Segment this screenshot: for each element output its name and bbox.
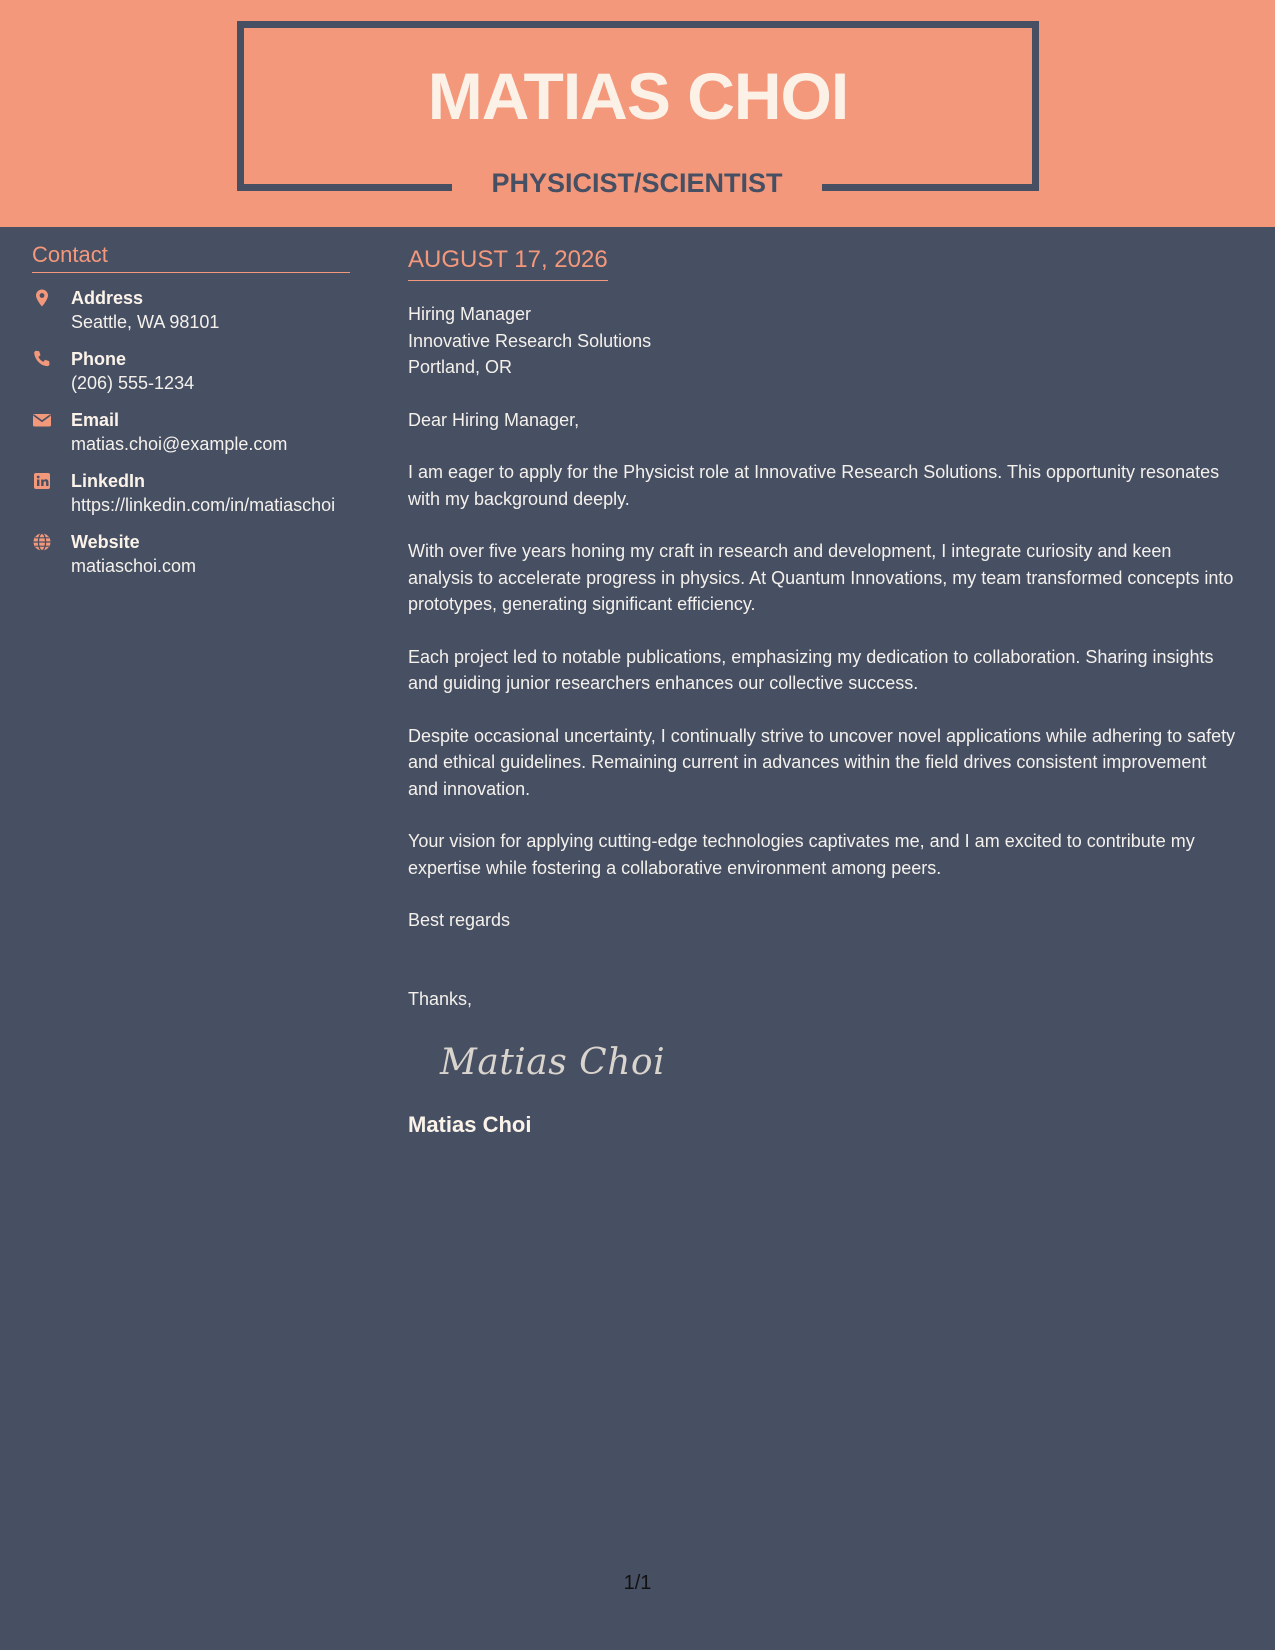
body-paragraph: Each project led to notable publications, emphasizing my dedication to collaboration. Sharing insights and guiding junior researchers enhances our collective success. <box>408 646 1214 693</box>
recipient-line: Innovative Research Solutions <box>408 330 652 351</box>
recipient-line: Hiring Manager <box>408 304 532 324</box>
email-label: Email <box>71 410 120 430</box>
signer-name: Matias Choi <box>408 1112 532 1137</box>
contact-item-phone <box>32 347 350 395</box>
body-paragraph: With over five years honing my craft in research and development, I integrate curiosity and keen analysis to accelerate progress in physics. At Quantum Innovations, my team transformed concepts into prototypes, generating significant efficiency. <box>408 541 1234 614</box>
letter-date: AUGUST 17, 2026 <box>408 243 608 281</box>
linkedin-icon <box>32 471 52 491</box>
body-paragraph: Your vision for applying cutting-edge technologies captivates me, and I am excited to contribute my expertise while fostering a collaborative environment among peers. <box>408 831 1195 878</box>
closing: Best regards <box>408 910 511 930</box>
applicant-name: MATIAS CHOI <box>427 59 849 133</box>
phone-value: (206) 555-1234 <box>71 373 195 393</box>
linkedin-value[interactable]: https://linkedin.com/in/matiaschoi <box>71 495 336 515</box>
envelope-icon <box>32 410 52 430</box>
contact-item-website <box>32 530 350 578</box>
linkedin-label: LinkedIn <box>71 471 146 491</box>
body-paragraph: Despite occasional uncertainty, I continually strive to uncover novel applications while adhering to safety and ethical guidelines. Remaining current in advances within the field drives consistent improvement and innovation. <box>408 725 1236 799</box>
page-number: 1/1 <box>623 1572 652 1594</box>
contact-item-linkedin <box>32 469 350 517</box>
recipient-block <box>408 301 1240 381</box>
address-value: Seattle, WA 98101 <box>71 312 220 332</box>
job-title: PHYSICIST/SCIENTIST <box>491 168 783 198</box>
contact-sidebar <box>32 240 350 578</box>
globe-icon <box>32 532 52 552</box>
contact-item-email <box>32 408 350 456</box>
header-banner <box>0 0 1275 227</box>
thanks-line: Thanks, <box>408 988 473 1009</box>
contact-heading: Contact <box>32 240 350 273</box>
body-paragraph: I am eager to apply for the Physicist role at Innovative Research Solutions. This opportunity resonates with my background deeply. <box>408 462 1220 509</box>
website-value[interactable]: matiaschoi.com <box>71 556 197 576</box>
handwritten-signature: Matias Choi <box>440 1042 666 1083</box>
letter-body <box>408 243 1240 1140</box>
phone-label: Phone <box>71 349 127 369</box>
phone-icon <box>32 349 52 369</box>
greeting: Dear Hiring Manager, <box>408 409 580 430</box>
recipient-line: Portland, OR <box>408 357 513 377</box>
website-label: Website <box>71 532 140 552</box>
email-value: matias.choi@example.com <box>71 434 288 454</box>
contact-item-address <box>32 286 350 334</box>
address-label: Address <box>71 288 144 308</box>
map-pin-icon <box>32 288 52 308</box>
